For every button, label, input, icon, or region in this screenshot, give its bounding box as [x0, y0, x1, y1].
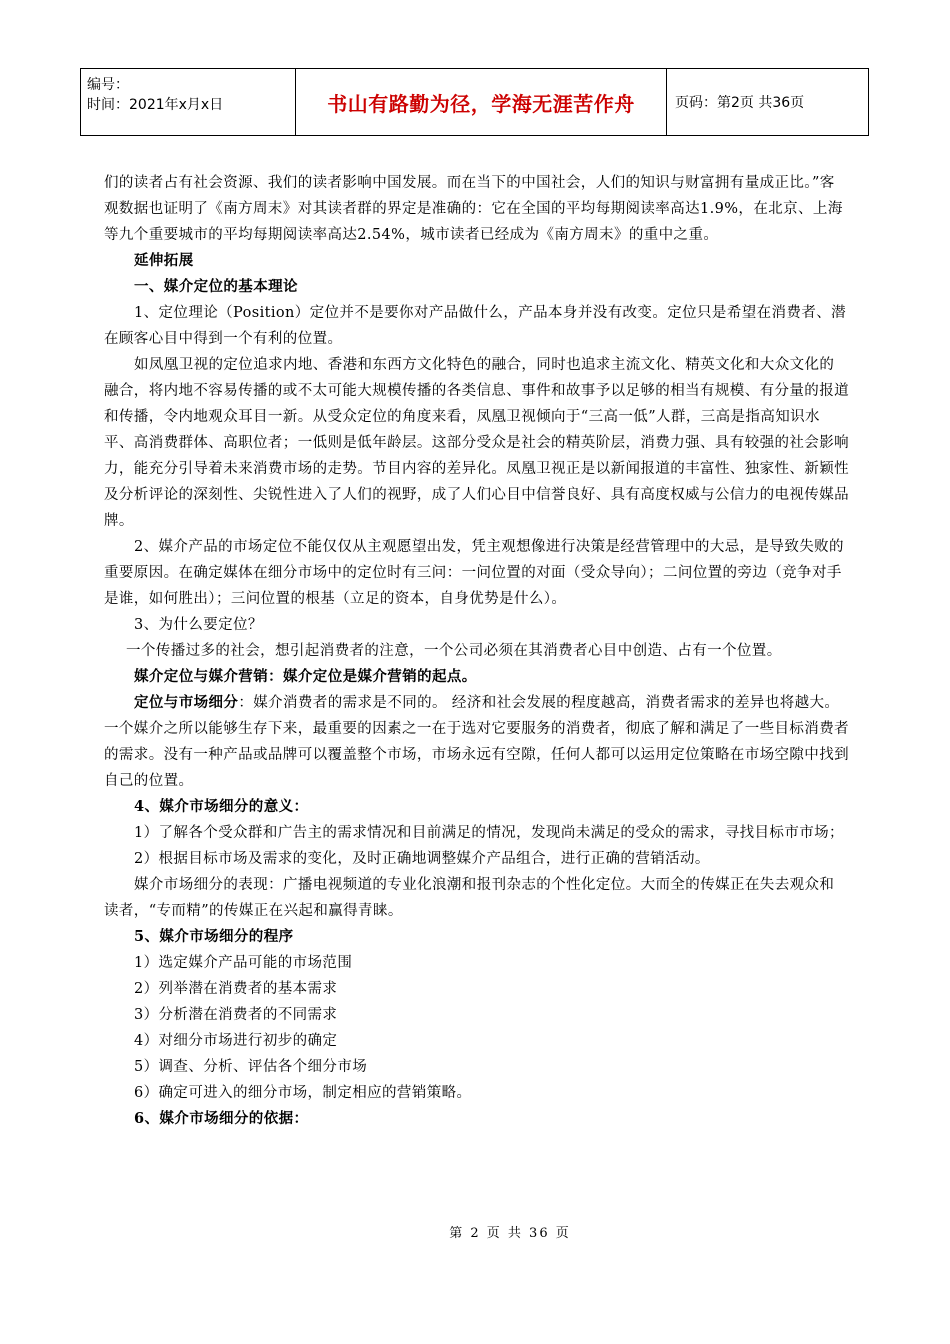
inline-text: ：媒介消费者的需求是不同的。 经济和社会发展的程度越高，消费者需求的差异也将越大。一个媒介之所以能够生存下来，最重要的因素之一在于选对它要服务的消费者，彻底了解和满足了一些目标消费者的需求。没有一种产品或品牌可以覆盖整个市场，市场永远有空隙，任何人都可以运用定位策略在市场空隙中找到自己的位置。 — [104, 695, 849, 789]
paragraph: 3、为什么要定位？ — [134, 617, 263, 633]
list-item: 5）调查、分析、评估各个细分市场 — [134, 1059, 368, 1075]
paragraph: 一个传播过多的社会，想引起消费者的注意，一个公司必须在其消费者心目中创造、占有一个位置。 — [126, 643, 782, 659]
list-item: 1）选定媒介产品可能的市场范围 — [134, 955, 353, 971]
list-item: 4）对细分市场进行初步的确定 — [134, 1033, 338, 1049]
inline-bold-term: 定位与市场细分 — [134, 694, 239, 711]
paragraph: 媒介市场细分的表现：广播电视频道的专业化浪潮和报刊杂志的个性化定位。大而全的传媒正在失去观众和读者，“专而精”的传媒正在兴起和赢得青睐。 — [104, 877, 835, 919]
section-heading-extend: 延伸拓展 — [134, 252, 194, 269]
paragraph — [104, 690, 849, 794]
header-motto-cell — [296, 69, 667, 136]
list-item: 3）分析潜在消费者的不同需求 — [134, 1007, 338, 1023]
section-heading-6: 6、媒介市场细分的依据： — [134, 1110, 309, 1127]
number-label: 编号： — [87, 77, 129, 93]
section-heading-1: 一、媒介定位的基本理论 — [134, 278, 298, 295]
time-label: 时间：2021年x月x日 — [87, 97, 224, 113]
header-meta-cell — [81, 69, 296, 136]
section-heading-5: 5、媒介市场细分的程序 — [134, 928, 294, 945]
paragraph: 2、媒介产品的市场定位不能仅仅从主观愿望出发，凭主观想像进行决策是经营管理中的大忌，是导致失败的重要原因。在确定媒体在细分市场中的定位时有三问：一问位置的对面（受众导向）；二问位置的旁边（竞争对手是谁，如何胜出）；三问位置的根基（立足的资本，自身优势是什么）。 — [104, 539, 844, 607]
section-heading-4: 4、媒介市场细分的意义： — [134, 798, 309, 815]
paragraph: 2）根据目标市场及需求的变化，及时正确地调整媒介产品组合，进行正确的营销活动。 — [134, 851, 710, 867]
bold-statement: 媒介定位与媒介营销：媒介定位是媒介营销的起点。 — [134, 668, 477, 685]
paragraph: 如凤凰卫视的定位追求内地、香港和东西方文化特色的融合，同时也追求主流文化、精英文化和大众文化的融合，将内地不容易传播的或不太可能大规模传播的各类信息、事件和故事予以足够的相当有规模、有分量的报道和传播，令内地观众耳目一新。从受众定位的角度来看，凤凰卫视倾向于“三高一低”人群，三高是指高知识水平、高消费群体、高职位者；一低则是低年龄层。这部分受众是社会的精英阶层，消费力强、具有较强的社会影响力，能充分引导着未来消费市场的走势。节目内容的差异化。凤凰卫视正是以新闻报道的丰富性、独家性、新颖性及分析评论的深刻性、尖锐性进入了人们的视野，成了人们心目中信誉良好、具有高度权威与公信力的电视传媒品牌。 — [104, 357, 849, 529]
paragraph: 1、定位理论（Position）定位并不是要你对产品做什么，产品本身并没有改变。定位只是希望在消费者、潜在顾客心目中得到一个有利的位置。 — [104, 305, 847, 347]
list-item: 6）确定可进入的细分市场，制定相应的营销策略。 — [134, 1085, 472, 1101]
header-table — [80, 68, 869, 136]
header-page-cell — [667, 69, 869, 136]
paragraph: 1）了解各个受众群和广告主的需求情况和目前满足的情况，发现尚未满足的受众的需求，寻找目标市市场； — [134, 825, 844, 841]
paragraph: 们的读者占有社会资源、我们的读者影响中国发展。而在当下的中国社会，人们的知识与财富拥有量成正比。”客观数据也证明了《南方周末》对其读者群的界定是准确的：它在全国的平均每期阅读率高达1.9%，在北京、上海等九个重要城市的平均每期阅读率高达2.54%，城市读者已经成为《南方周末》的重中之重。 — [104, 175, 843, 243]
list-item: 2）列举潜在消费者的基本需求 — [134, 981, 338, 997]
motto-text: 书山有路勤为径，学海无涯苦作舟 — [327, 91, 635, 116]
document-body — [104, 170, 849, 1132]
page-footer: 第 2 页 共 36 页 — [449, 1226, 571, 1241]
page-info: 页码：第2页 共36页 — [675, 95, 805, 111]
